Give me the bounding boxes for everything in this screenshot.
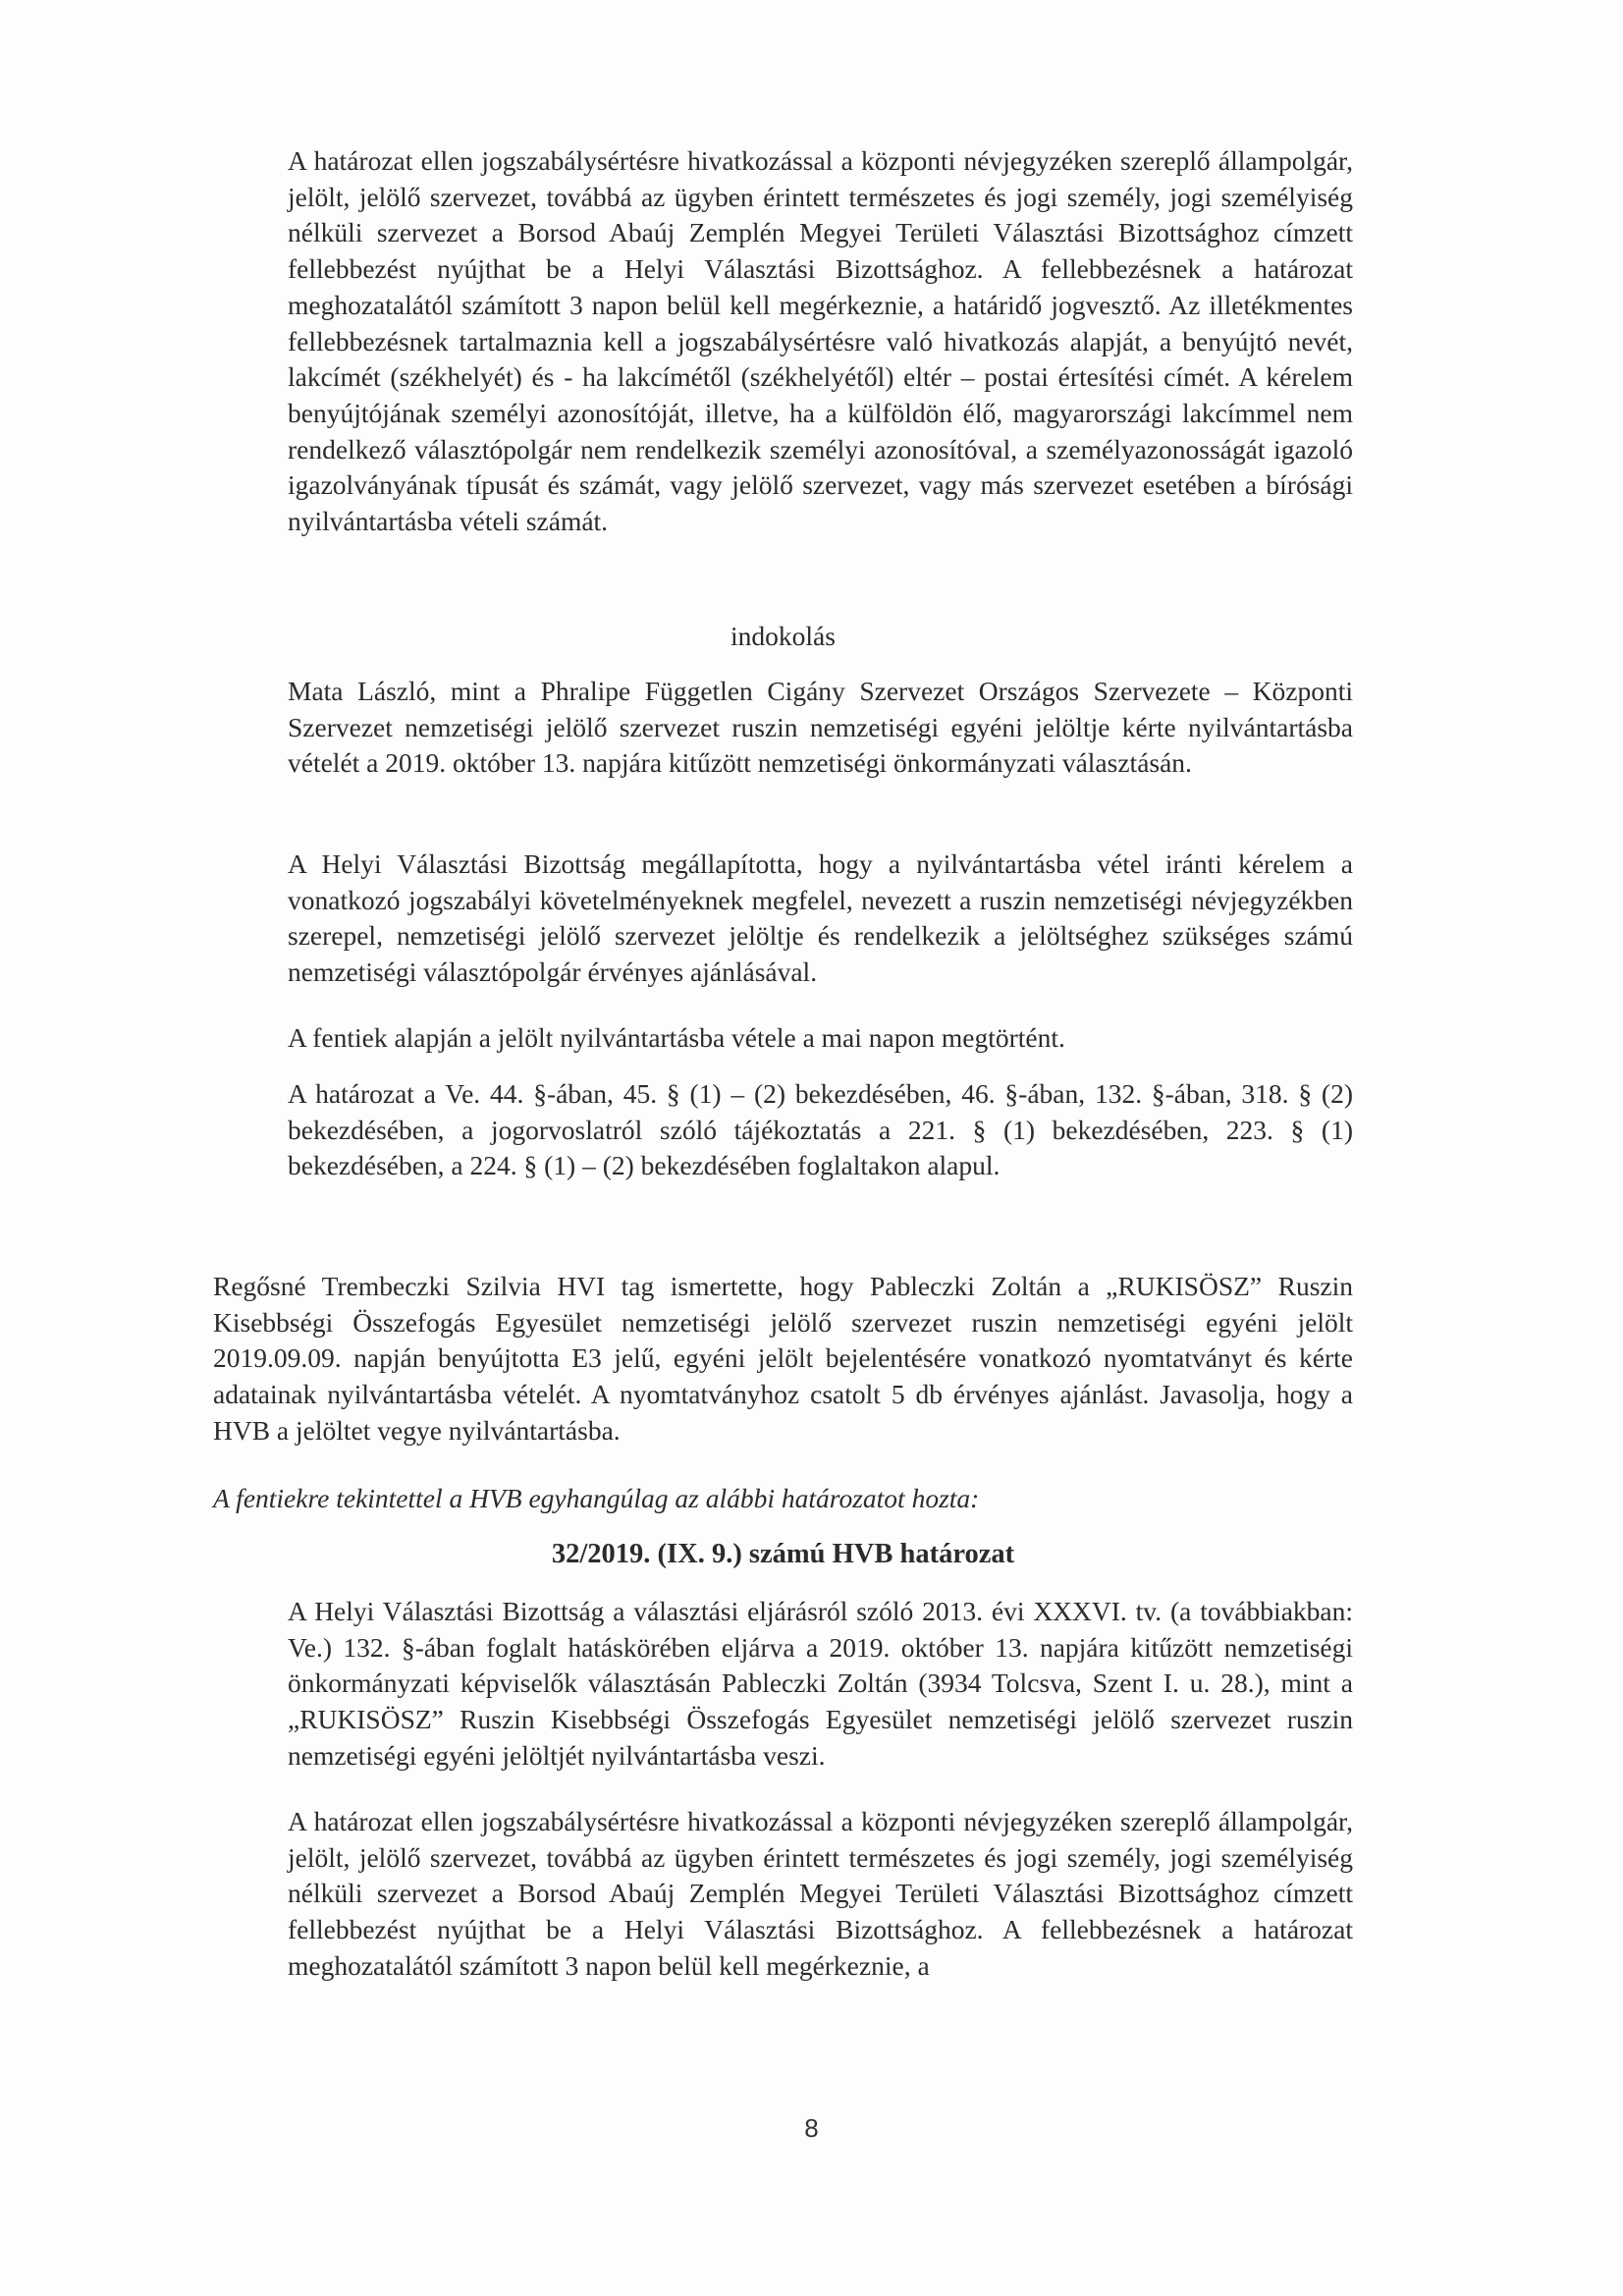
reasoning-heading: indokolás (730, 621, 836, 651)
page-number: 8 (804, 2113, 819, 2143)
report-paragraph: Regősné Trembeczki Szilvia HVI tag ismertette, hogy Pableczki Zoltán a „RUKISÖSZ” Ruszin Kisebbségi Összefogás Egyesület nemzetiségi jelölő szervezet ruszin nemzetiségi egyéni jelölt 2019.09.09. napján benyújtotta E3 jelű, egyéni jelölt bejelentésére vonatkozó nyomtatványt és kérte adatainak nyilvántartásba vételét. A nyomtatványhoz csatolt 5 db érvényes ajánlást. Javasolja, hogy a HVB a jelöltet vegye nyilvántartásba. (213, 1271, 1353, 1446)
legal-basis-paragraph: A határozat a Ve. 44. §-ában, 45. § (1) – (2) bekezdésében, 46. §-ában, 132. §-ában, 318. § (2) bekezdésében, a jogorvoslatról szóló tájékoztatás a 221. § (1) bekezdésében, 223. § (1) bekezdésében, a 224. § (1) – (2) bekezdésében foglaltakon alapul. (288, 1078, 1353, 1181)
reasoning-paragraph-committee-finding: A Helyi Választási Bizottság megállapította, hogy a nyilvántartásba vétel iránti kérelem a vonatkozó jogszabályi követelményeknek megfelel, nevezett a ruszin nemzetiségi névjegyzékben szerepel, nemzetiségi jelölő szervezet jelöltje és rendelkezik a jelöltséghez szükséges számú nemzetiségi választópolgár érvényes ajánlásával. (288, 848, 1353, 988)
appeal-notice-paragraph-continued: A határozat ellen jogszabálysértésre hivatkozással a központi névjegyzéken szereplő állampolgár, jelölt, jelölő szervezet, továbbá az ügyben érintett természetes és jogi személy, jogi személyiség nélküli szervezet a Borsod Abaúj Zemplén Megyei Területi Választási Bizottsághoz címzett fellebbezést nyújthat be a Helyi Választási Bizottsághoz. A fellebbezésnek a határozat meghozatalától számított 3 napon belül kell megérkeznie, a (288, 1806, 1353, 1981)
reasoning-paragraph-candidate-request: Mata László, mint a Phralipe Független Cigány Szervezet Országos Szervezete – Központi Szervezet nemzetiségi jelölő szervezet ruszin nemzetiségi egyéni jelöltje kérte nyilvántartásba vételét a 2019. október 13. napjára kitűzött nemzetiségi önkormányzati választásán. (288, 676, 1353, 779)
appeal-notice-paragraph: A határozat ellen jogszabálysértésre hivatkozással a központi névjegyzéken szereplő állampolgár, jelölt, jelölő szervezet, továbbá az ügyben érintett természetes és jogi személy, jogi személyiség nélküli szervezet a Borsod Abaúj Zemplén Megyei Területi Választási Bizottsághoz címzett fellebbezést nyújthat be a Helyi Választási Bizottsághoz. A fellebbezésnek a határozat meghozatalától számított 3 napon belül kell megérkeznie, a határidő jogvesztő. Az illetékmentes fellebbezésnek tartalmaznia kell a jogszabálysértésre való hivatkozás alapját, a benyújtó nevét, lakcímét (székhelyét) és - ha lakcímétől (székhelyétől) eltér – postai értesítési címét. A kérelem benyújtójának személyi azonosítóját, illetve, ha a külföldön élő, magyarországi lakcímmel nem rendelkező választópolgár nem rendelkezik személyi azonosítóval, a személyazonosságát igazoló igazolványának típusát és számát, vagy jelölő szervezet, vagy más szervezet esetében a bírósági nyilvántartásba vételi számát. (288, 145, 1353, 537)
decision-title: 32/2019. (IX. 9.) számú HVB határozat (551, 1539, 1015, 1569)
decision-body-paragraph: A Helyi Választási Bizottság a választási eljárásról szóló 2013. évi XXXVI. tv. (a továbbiakban: Ve.) 132. §-ában foglalt hatáskörében eljárva a 2019. október 13. napjára kitűzött nemzetiségi önkormányzati képviselők választásán Pableczki Zoltán (3934 Tolcsva, Szent I. u. 28.), mint a „RUKISÖSZ” Ruszin Kisebbségi Összefogás Egyesület nemzetiségi jelölő szervezet ruszin nemzetiségi egyéni jelöltjét nyilvántartásba veszi. (288, 1596, 1353, 1771)
reasoning-paragraph-registration: A fentiek alapján a jelölt nyilvántartásba vétele a mai napon megtörtént. (288, 1022, 1065, 1053)
decision-intro-italic: A fentiekre tekintettel a HVB egyhangúlag az alábbi határozatot hozta: (213, 1483, 980, 1513)
